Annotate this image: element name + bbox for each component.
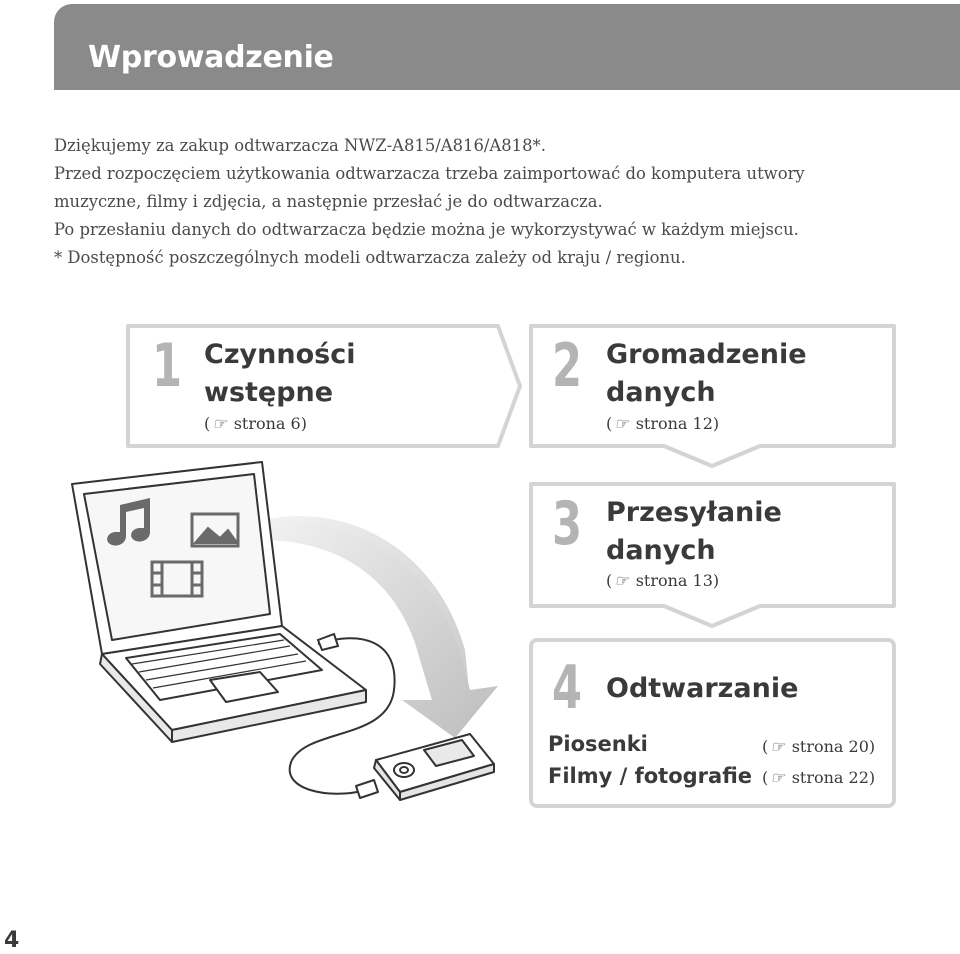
songs-label: Piosenki — [548, 732, 648, 756]
pointing-hand-icon: ☞ — [770, 737, 785, 756]
music-player — [356, 734, 494, 800]
intro-line: * Dostępność poszczególnych modeli odtwarzacza zależy od kraju / regionu. — [54, 248, 686, 267]
page-reference: ( ☞ strona 12) — [606, 414, 720, 433]
laptop — [72, 462, 366, 742]
page-number: 4 — [4, 928, 20, 953]
page-reference: ( ☞ strona 22) — [762, 768, 876, 787]
page-title: Wprowadzenie — [88, 40, 334, 75]
pointing-hand-icon: ☞ — [770, 768, 785, 787]
pointing-hand-icon: ☞ — [614, 571, 629, 590]
step-title: Przesyłanie — [606, 497, 782, 528]
step-number: 1 — [152, 331, 183, 401]
page-reference: ( ☞ strona 6) — [204, 414, 307, 433]
intro-line: Przed rozpoczęciem użytkowania odtwarzacza trzeba zaimportować do komputera utwory — [54, 164, 805, 183]
step-title: Gromadzenie — [606, 339, 807, 370]
step-title: Czynności — [204, 339, 356, 370]
pointing-hand-icon: ☞ — [614, 414, 629, 433]
step-title: wstępne — [204, 377, 334, 408]
step-title: danych — [606, 535, 716, 566]
step-number: 3 — [552, 489, 583, 559]
intro-line: Dziękujemy za zakup odtwarzacza NWZ-A815/A816/A818*. — [54, 136, 546, 155]
page-reference: ( ☞ strona 13) — [606, 571, 720, 590]
step-title: danych — [606, 377, 716, 408]
intro-line: muzyczne, filmy i zdjęcia, a następnie przesłać je do odtwarzacza. — [54, 192, 603, 211]
intro-line: Po przesłaniu danych do odtwarzacza będzie można je wykorzystywać w każdym miejscu. — [54, 220, 799, 239]
page-reference: ( ☞ strona 20) — [762, 737, 876, 756]
videos-photos-label: Filmy / fotografie — [548, 764, 753, 788]
step-number: 2 — [552, 331, 583, 401]
pointing-hand-icon: ☞ — [212, 414, 227, 433]
step-title: Odtwarzanie — [606, 673, 799, 704]
step-number: 4 — [552, 653, 583, 723]
